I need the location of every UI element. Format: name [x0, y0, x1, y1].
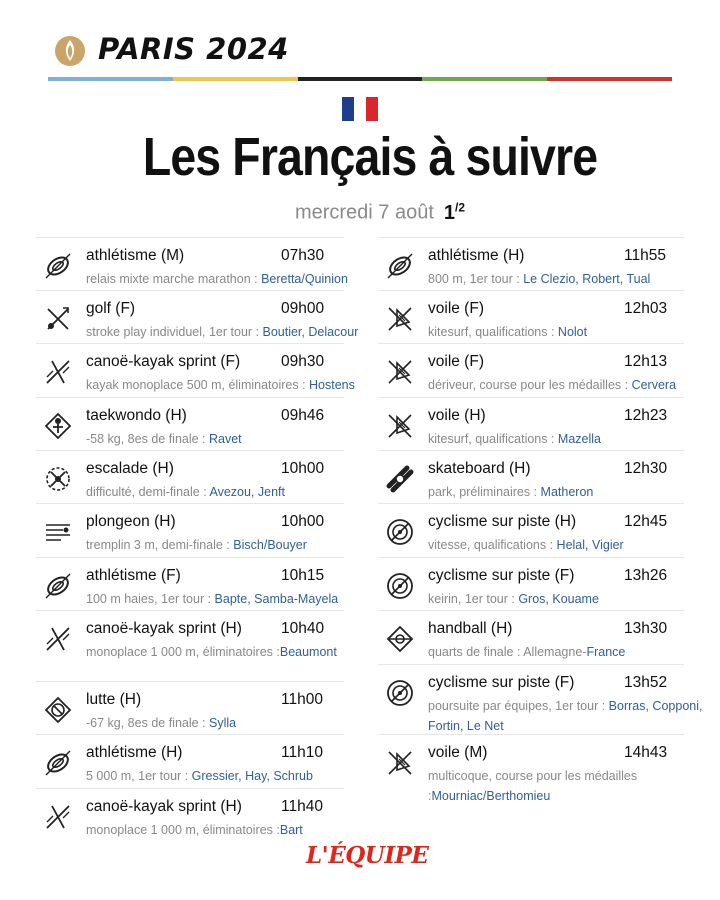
athlete-names: Gressier, Hay, Schrub: [191, 769, 313, 783]
event-time: 13h30: [624, 620, 668, 637]
event-detail: [428, 589, 720, 609]
event-detail: [86, 820, 386, 840]
event-row: [378, 397, 684, 451]
event-detail: [86, 589, 386, 609]
athletics-icon: [42, 250, 74, 282]
sport-name: handball (H): [428, 620, 513, 637]
sport-name: golf (F): [86, 300, 136, 317]
color-stripe: [48, 77, 672, 81]
canoe-kayak-icon: [42, 356, 74, 388]
event-description: vitesse, qualifications :: [428, 538, 557, 552]
flag-band: [354, 97, 366, 121]
sport-name: lutte (H): [86, 691, 142, 708]
canoe-kayak-icon: [42, 623, 74, 655]
event-row: [378, 610, 684, 665]
event-time: 10h40: [281, 620, 325, 637]
event-detail: [86, 375, 386, 395]
event-description: dériveur, course pour les médailles :: [428, 378, 632, 392]
event-row: [378, 503, 684, 558]
event-time: 13h52: [624, 674, 668, 691]
canoe-kayak-icon: [42, 801, 74, 833]
event-description: difficulté, demi-finale :: [86, 485, 210, 499]
event-detail: [428, 642, 720, 662]
event-description: monoplace 1 000 m, éliminatoires :: [86, 645, 280, 659]
event-detail: [86, 766, 386, 786]
event-time: 09h46: [281, 407, 325, 424]
event-detail: [86, 713, 386, 733]
athlete-names: Mazella: [557, 432, 601, 446]
athlete-names: Ravet: [209, 432, 242, 446]
athletics-icon: [42, 570, 74, 602]
event-description: park, préliminaires :: [428, 485, 541, 499]
athlete-names: Boutier, Delacour: [262, 325, 359, 339]
event-description: kayak monoplace 500 m, éliminatoires :: [86, 378, 310, 392]
event-row: [378, 557, 684, 611]
sport-name: athlétisme (M): [86, 247, 185, 264]
stripe-segment: [422, 77, 547, 81]
athlete-names: Bisch/Bouyer: [233, 538, 307, 552]
sport-name: cyclisme sur piste (F): [428, 674, 575, 691]
sport-name: voile (F): [428, 353, 484, 370]
athlete-names: Beretta/Quinion: [261, 272, 348, 286]
athlete-names: Borras, Copponi, Fortin, Le Net: [428, 699, 703, 733]
event-time: 12h13: [624, 353, 668, 370]
track-cycling-icon: [384, 516, 416, 548]
event-description: 100 m haies, 1er tour :: [86, 592, 215, 606]
event-description: -58 kg, 8es de finale :: [86, 432, 209, 446]
event-detail: [428, 482, 720, 502]
athlete-names: Bart: [279, 823, 303, 837]
event-time: 14h43: [624, 744, 668, 761]
flag-band: [366, 97, 378, 121]
track-cycling-icon: [384, 677, 416, 709]
event-description: monoplace 1 000 m, éliminatoires :: [86, 823, 280, 837]
stripe-segment: [173, 77, 298, 81]
event-detail: [428, 375, 720, 395]
event-row: [36, 237, 348, 291]
event-detail: [428, 535, 720, 555]
sport-name: taekwondo (H): [86, 407, 187, 424]
event-description: quarts de finale : Allemagne-: [428, 645, 587, 659]
sport-name: canoë-kayak sprint (H): [86, 798, 242, 815]
event-detail: [428, 322, 720, 342]
event-row: [378, 343, 684, 398]
sport-name: cyclisme sur piste (F): [428, 567, 575, 584]
event-row: [378, 664, 703, 735]
event-detail: [428, 269, 720, 289]
sport-name: athlétisme (H): [86, 744, 183, 761]
golf-icon: [42, 303, 74, 335]
page-total: /2: [455, 200, 466, 214]
event-description: 800 m, 1er tour :: [428, 272, 524, 286]
event-time: 12h30: [624, 460, 668, 477]
sport-name: plongeon (H): [86, 513, 176, 530]
brand-title: PARIS 2024: [98, 32, 289, 66]
event-detail: [86, 269, 386, 289]
athlete-names: Le Clezio, Robert, Tual: [523, 272, 651, 286]
page-subtitle: [0, 200, 720, 225]
event-detail: [86, 482, 386, 502]
event-time: 10h15: [281, 567, 325, 584]
sport-name: skateboard (H): [428, 460, 531, 477]
event-description: 5 000 m, 1er tour :: [86, 769, 192, 783]
event-time: 11h55: [624, 247, 666, 264]
event-time: 11h00: [281, 691, 323, 708]
event-detail: [86, 322, 386, 342]
event-detail: [428, 696, 720, 736]
event-row: [36, 610, 344, 682]
athlete-names: Gros, Kouame: [518, 592, 599, 606]
event-time: 09h30: [281, 353, 325, 370]
sailing-icon: [384, 303, 416, 335]
athletics-icon: [42, 747, 74, 779]
sport-name: voile (H): [428, 407, 486, 424]
athlete-names: Helal, Vigier: [556, 538, 624, 552]
event-detail: [86, 642, 386, 662]
athlete-names: Beaumont: [279, 645, 337, 659]
sport-name: canoë-kayak sprint (F): [86, 353, 241, 370]
event-row: [378, 734, 684, 805]
handball-icon: [384, 623, 416, 655]
page-title: Les Français à suivre: [142, 127, 598, 187]
event-time: 10h00: [281, 460, 325, 477]
event-row: [36, 343, 355, 398]
event-detail: [428, 429, 720, 449]
page-number: 1: [443, 201, 456, 224]
event-row: [36, 450, 344, 504]
event-time: 09h00: [281, 300, 325, 317]
stripe-segment: [48, 77, 173, 81]
event-description: kitesurf, qualifications :: [428, 325, 558, 339]
athlete-names: Bapte, Samba-Mayela: [214, 592, 339, 606]
header: [48, 30, 672, 86]
event-time: 12h03: [624, 300, 668, 317]
event-description: stroke play individuel, 1er tour :: [86, 325, 263, 339]
athlete-names: Mourniac/Berthomieu: [431, 789, 551, 803]
page-indicator: [444, 202, 465, 224]
taekwondo-icon: [42, 410, 74, 442]
sport-name: escalade (H): [86, 460, 174, 477]
event-row: [36, 788, 344, 859]
event-description: keirin, 1er tour :: [428, 592, 519, 606]
flag-band: [342, 97, 354, 121]
sport-name: athlétisme (F): [86, 567, 181, 584]
sport-name: athlétisme (H): [428, 247, 525, 264]
wrestling-icon: [42, 694, 74, 726]
event-row: [36, 397, 344, 451]
event-detail: [428, 766, 720, 806]
athlete-names: Sylla: [209, 716, 237, 730]
paris-2024-emblem-icon: [54, 35, 86, 67]
stripe-segment: [298, 77, 423, 81]
climbing-icon: [42, 463, 74, 495]
event-time: 12h45: [624, 513, 668, 530]
sport-name: voile (F): [428, 300, 484, 317]
athletics-icon: [384, 250, 416, 282]
event-time: 13h26: [624, 567, 668, 584]
event-row: [36, 557, 344, 611]
diving-icon: [42, 516, 74, 548]
event-detail: [86, 429, 386, 449]
event-row: [36, 734, 344, 789]
event-detail: [86, 535, 386, 555]
event-description: kitesurf, qualifications :: [428, 432, 558, 446]
event-time: 12h23: [624, 407, 668, 424]
athlete-names: Hostens: [309, 378, 355, 392]
athlete-names: France: [586, 645, 626, 659]
athlete-names: Cervera: [631, 378, 677, 392]
event-description: multicoque, course pour les médailles :: [428, 769, 638, 803]
event-time: 07h30: [281, 247, 325, 264]
event-time: 10h00: [281, 513, 325, 530]
athlete-names: Nolot: [557, 325, 588, 339]
lequipe-logo: L'ÉQUIPE: [306, 842, 429, 869]
event-row: [378, 237, 684, 291]
event-row: [378, 450, 684, 504]
sport-name: canoë-kayak sprint (H): [86, 620, 242, 637]
stripe-segment: [547, 77, 672, 81]
event-description: -67 kg, 8es de finale :: [86, 716, 209, 730]
french-flag-icon: [342, 97, 378, 121]
sport-name: cyclisme sur piste (H): [428, 513, 577, 530]
date-label: mercredi 7 août: [294, 201, 434, 224]
event-description: poursuite par équipes, 1er tour :: [428, 699, 609, 713]
sport-name: voile (M): [428, 744, 488, 761]
event-row: [36, 290, 359, 344]
event-time: 11h10: [281, 744, 323, 761]
sailing-icon: [384, 356, 416, 388]
event-row: [36, 681, 344, 735]
sailing-icon: [384, 410, 416, 442]
event-row: [378, 290, 684, 344]
event-description: tremplin 3 m, demi-finale :: [86, 538, 234, 552]
event-time: 11h40: [281, 798, 323, 815]
event-description: relais mixte marche marathon :: [86, 272, 262, 286]
event-row: [36, 503, 344, 558]
skateboard-icon: [384, 463, 416, 495]
athlete-names: Matheron: [540, 485, 594, 499]
sailing-icon: [384, 747, 416, 779]
track-cycling-icon: [384, 570, 416, 602]
athlete-names: Avezou, Jenft: [209, 485, 285, 499]
